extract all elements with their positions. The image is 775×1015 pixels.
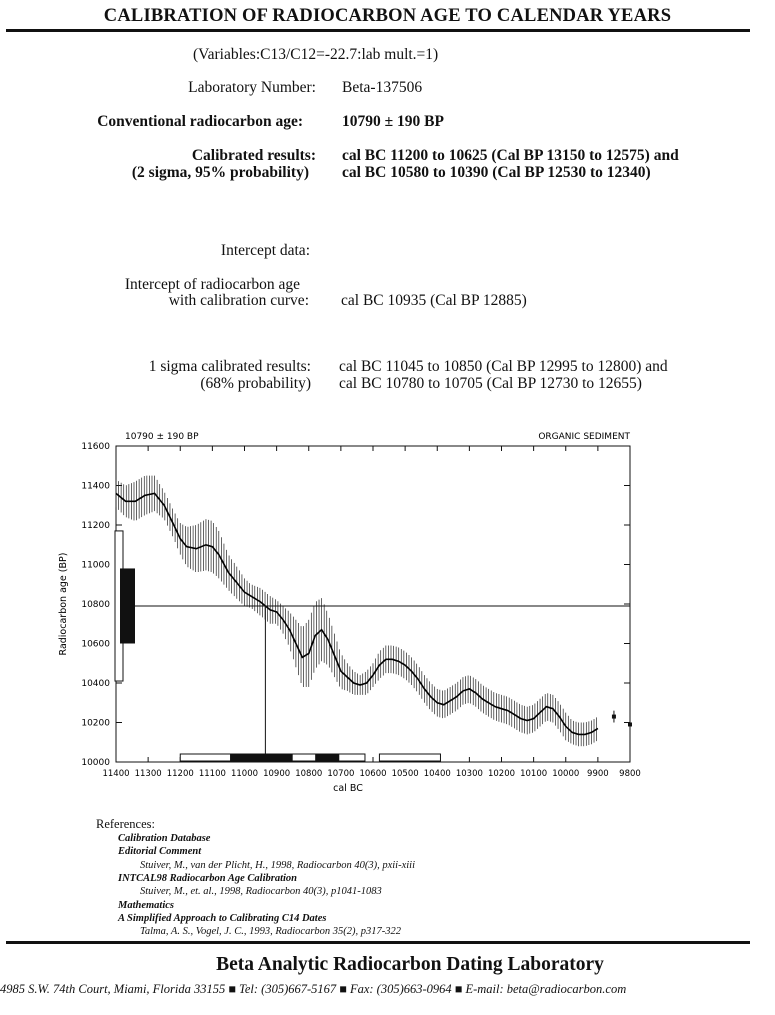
- y-axis-label: Radiocarbon age (BP): [58, 552, 69, 656]
- tail-point: [628, 722, 632, 726]
- calibrated-results-label: Calibrated results:: [191, 147, 316, 164]
- lab-number-label: Laboratory Number:: [188, 79, 316, 96]
- x-tick-label: 11100: [198, 769, 226, 779]
- bottom-divider: [6, 941, 750, 944]
- plot-area: [81, 442, 640, 779]
- chart-annotation-material: ORGANIC SEDIMENT: [538, 432, 630, 442]
- reference-item: A Simplified Approach to Calibrating C14 Dates: [118, 912, 327, 924]
- sigma1-range-bar: [230, 754, 293, 761]
- reference-item: Talma, A. S., Vogel, J. C., 1993, Radiocarbon 35(2), p317-322: [140, 926, 402, 938]
- calibration-chart: [0, 425, 775, 800]
- reference-item: Mathematics: [118, 899, 175, 911]
- calibrated-range-1: cal BC 11200 to 10625 (Cal BP 13150 to 12575) and: [342, 147, 679, 164]
- sigma1-range-bar: [315, 754, 339, 761]
- x-tick-label: 10800: [295, 769, 323, 779]
- sigma1-age-bar: [120, 568, 135, 643]
- y-tick-label: 10400: [81, 679, 110, 689]
- sigma1-range-1: cal BC 11045 to 10850 (Cal BP 12995 to 12800) and: [339, 358, 668, 375]
- sigma1-range-2: cal BC 10780 to 10705 (Cal BP 12730 to 12655): [339, 375, 642, 392]
- x-tick-label: 10200: [487, 769, 516, 779]
- calibrated-range-2: cal BC 10580 to 10390 (Cal BP 12530 to 12340): [342, 164, 651, 181]
- x-tick-label: 11000: [230, 769, 259, 779]
- x-tick-label: 9800: [619, 769, 641, 779]
- sigma1-sublabel: (68% probability): [200, 375, 311, 392]
- x-axis-label: cal BC: [333, 783, 363, 794]
- conventional-age-label: Conventional radiocarbon age:: [97, 113, 303, 130]
- x-tick-label: 11200: [166, 769, 194, 779]
- y-tick-label: 10200: [81, 718, 110, 729]
- x-tick-label: 11300: [134, 769, 162, 779]
- y-tick-label: 10800: [81, 600, 110, 610]
- sigma2-range-bar: [379, 754, 440, 761]
- x-tick-label: 10600: [359, 769, 387, 779]
- x-tick-label: 11400: [102, 769, 130, 779]
- variables-line: (Variables:C13/C12=-22.7:lab mult.=1): [193, 46, 439, 63]
- reference-item: Stuiver, M., van der Plicht, H., 1998, Radiocarbon 40(3), pxii-xiii: [140, 859, 415, 871]
- reference-item: Editorial Comment: [118, 846, 202, 858]
- intercept-label-2: with calibration curve:: [168, 292, 309, 309]
- chart-annotation-age: 10790 ± 190 BP: [125, 432, 199, 442]
- intercept-value: cal BC 10935 (Cal BP 12885): [341, 292, 527, 309]
- intercept-data-label: Intercept data:: [220, 242, 310, 259]
- y-tick-label: 11000: [81, 560, 110, 571]
- x-tick-label: 10100: [520, 769, 548, 779]
- x-tick-label: 10900: [263, 769, 291, 779]
- x-tick-label: 10400: [423, 769, 451, 779]
- lab-number-value: Beta-137506: [342, 79, 423, 96]
- sigma1-label: 1 sigma calibrated results:: [148, 358, 311, 375]
- x-tick-label: 10300: [455, 769, 483, 779]
- top-divider: [6, 29, 750, 32]
- y-tick-label: 10600: [81, 639, 110, 650]
- reference-item: INTCAL98 Radiocarbon Age Calibration: [118, 872, 298, 884]
- y-tick-label: 11200: [81, 521, 110, 531]
- references-heading: References:: [96, 817, 155, 831]
- lab-address: 4985 S.W. 74th Court, Miami, Florida 33155 ■ Tel: (305)667-5167 ■ Fax: (305)663-0964 ■ E-mail: beta@radiocarbon.com: [0, 982, 627, 996]
- reference-item: Stuiver, M., et. al., 1998, Radiocarbon 40(3), p1041-1083: [140, 886, 382, 898]
- x-tick-label: 10700: [327, 769, 355, 779]
- conventional-age-value: 10790 ± 190 BP: [342, 113, 444, 130]
- page-title: CALIBRATION OF RADIOCARBON AGE TO CALENDAR YEARS: [103, 6, 672, 26]
- y-tick-label: 11400: [81, 481, 110, 492]
- x-tick-label: 10000: [552, 769, 580, 779]
- reference-item: Calibration Database: [118, 833, 211, 844]
- y-tick-label: 10000: [81, 758, 110, 768]
- calibrated-results-sublabel: (2 sigma, 95% probability): [131, 164, 309, 181]
- intercept-label-1: Intercept of radiocarbon age: [124, 276, 300, 293]
- x-tick-label: 10500: [391, 769, 419, 779]
- tail-point: [612, 715, 616, 719]
- lab-name: Beta Analytic Radiocarbon Dating Laboratory: [216, 954, 604, 975]
- x-tick-label: 9900: [587, 769, 609, 779]
- y-tick-label: 11600: [81, 442, 110, 452]
